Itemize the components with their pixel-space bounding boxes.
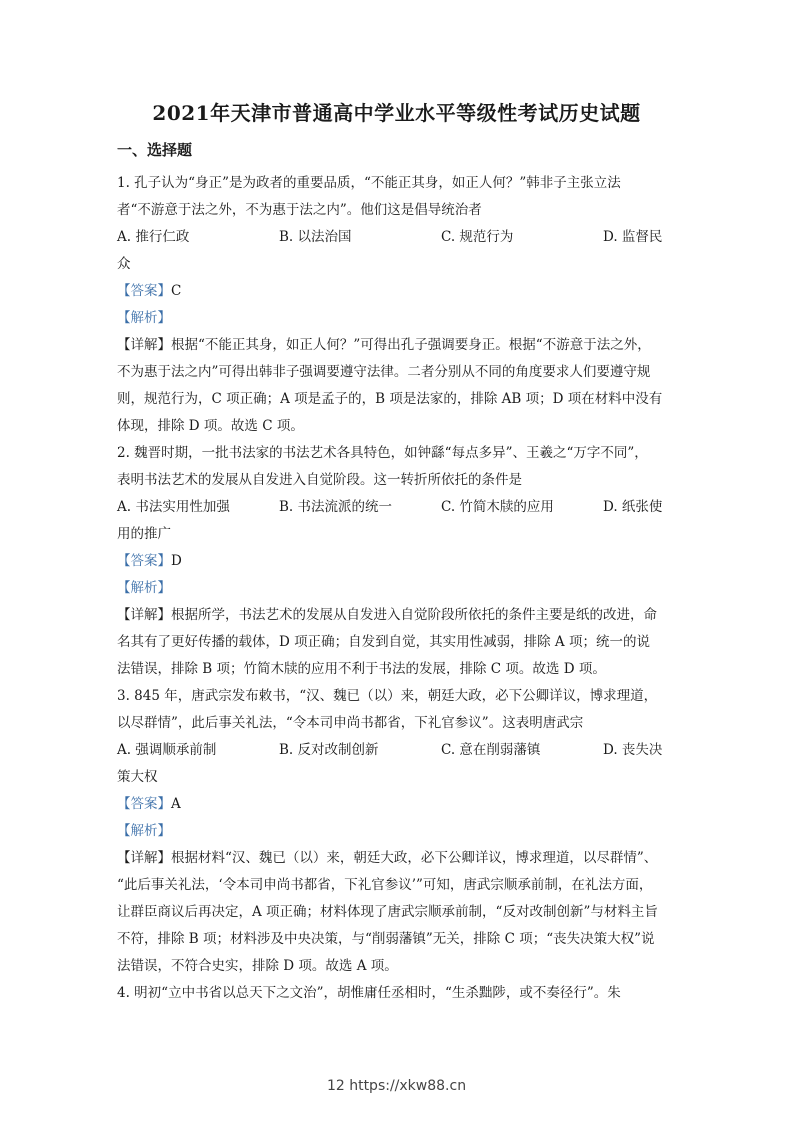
answer-value: C (171, 283, 182, 299)
answer-label: 【答案】 (117, 796, 171, 812)
question-stem: 表明书法艺术的发展从自发进入自觉阶段。这一转折所依托的条件是 (117, 472, 522, 488)
option-d: D. 纸张使 (603, 499, 663, 515)
answer-label: 【答案】 (117, 283, 171, 299)
options-row (117, 494, 679, 521)
detail-text: 体现，排除 D 项。故选 C 项。 (117, 418, 304, 434)
detail-label: 【详解】 (117, 607, 171, 623)
options-row (117, 224, 679, 251)
option-a: A. 强调顺承前制 (117, 742, 217, 758)
question-1 (117, 170, 679, 440)
option-a: A. 推行仁政 (117, 229, 190, 245)
detail-line (117, 602, 679, 629)
answer-line (117, 548, 679, 575)
option-d: D. 丧失决 (603, 742, 663, 758)
detail-text: 让群臣商议后再决定，A 项正确；材料体现了唐武宗顺承前制，“反对改制创新”与材料主旨 (117, 904, 658, 920)
detail-label: 【详解】 (117, 337, 171, 353)
question-stem: 1. 孔子认为“身正”是为政者的重要品质，“不能正其身，如正人何？”韩非子主张立法 (117, 175, 621, 191)
question-stem: 者“不游意于法之外，不为惠于法之内”。他们这是倡导统治者 (117, 202, 482, 218)
detail-text: 法错误，不符合史实，排除 D 项。故选 A 项。 (117, 958, 398, 974)
option-wrap: 用的推广 (117, 526, 171, 542)
detail-text: 根据材料“汉、魏已（以）来，朝廷大政，必下公卿详议，博求理道，以尽群情”、 (171, 850, 658, 866)
question-stem: 2. 魏晋时期，一批书法家的书法艺术各具特色，如钟繇“每点多异”、王羲之“万字不同”， (117, 445, 648, 461)
detail-text: 根据“不能正其身，如正人何？”可得出孔子强调要身正。根据“不游意于法之外， (171, 337, 651, 353)
section-heading: 一、选择题 (117, 141, 193, 159)
analysis-label: 【解析】 (117, 580, 171, 596)
answer-line (117, 278, 679, 305)
analysis-label: 【解析】 (117, 823, 171, 839)
question-stem: 4. 明初“立中书省以总天下之文治”，胡惟庸任丞相时，“生杀黜陟，或不奏径行”。朱 (117, 985, 621, 1001)
page-footer: 12 https://xkw88.cn (326, 1078, 467, 1094)
analysis-label: 【解析】 (117, 310, 171, 326)
detail-text: 不为惠于法之内”可得出韩非子强调要遵守法律。二者分别从不同的角度要求人们要遵守规 (117, 364, 651, 380)
detail-text: “此后事关礼法，‘令本司申尚书都省，下礼官参议’”可知，唐武宗顺承前制，在礼法方面， (117, 877, 653, 893)
option-d: D. 监督民 (603, 229, 663, 245)
detail-text: 不符，排除 B 项；材料涉及中央决策，与“削弱藩镇”无关，排除 C 项；“丧失决策大权”说 (117, 931, 655, 947)
option-wrap: 众 (117, 256, 131, 272)
questions-body (117, 170, 679, 1007)
detail-text: 法错误，排除 B 项；竹简木牍的应用不利于书法的发展，排除 C 项。故选 D 项。 (117, 661, 606, 677)
page-title: 2021年天津市普通高中学业水平等级性考试历史试题 (152, 101, 641, 125)
question-3 (117, 683, 679, 980)
question-stem: 3. 845 年，唐武宗发布敕书，“汉、魏已（以）来，朝廷大政，必下公卿详议，博求理道， (117, 688, 658, 704)
detail-text: 则，规范行为，C 项正确；A 项是孟子的，B 项是法家的，排除 AB 项；D 项在材料中没有 (117, 391, 663, 407)
option-b: B. 书法流派的统一 (279, 499, 393, 515)
detail-line (117, 845, 679, 872)
question-stem: 以尽群情”，此后事关礼法，“令本司申尚书都省，下礼官参议”。这表明唐武宗 (117, 715, 584, 731)
option-c: C. 规范行为 (441, 229, 514, 245)
question-2 (117, 440, 679, 683)
detail-text: 根据所学，书法艺术的发展从自发进入自觉阶段所依托的条件主要是纸的改进，命 (171, 607, 657, 623)
detail-label: 【详解】 (117, 850, 171, 866)
detail-text: 名其有了更好传播的载体，D 项正确；自发到自觉，其实用性减弱，排除 A 项；统一的说 (117, 634, 650, 650)
detail-line (117, 332, 679, 359)
question-4 (117, 980, 679, 1007)
option-b: B. 以法治国 (279, 229, 352, 245)
answer-value: D (171, 553, 182, 569)
answer-value: A (171, 796, 181, 812)
option-wrap: 策大权 (117, 769, 158, 785)
answer-line (117, 791, 679, 818)
option-c: C. 竹简木牍的应用 (441, 499, 554, 515)
option-b: B. 反对改制创新 (279, 742, 379, 758)
option-c: C. 意在削弱藩镇 (441, 742, 541, 758)
options-row (117, 737, 679, 764)
answer-label: 【答案】 (117, 553, 171, 569)
option-a: A. 书法实用性加强 (117, 499, 230, 515)
